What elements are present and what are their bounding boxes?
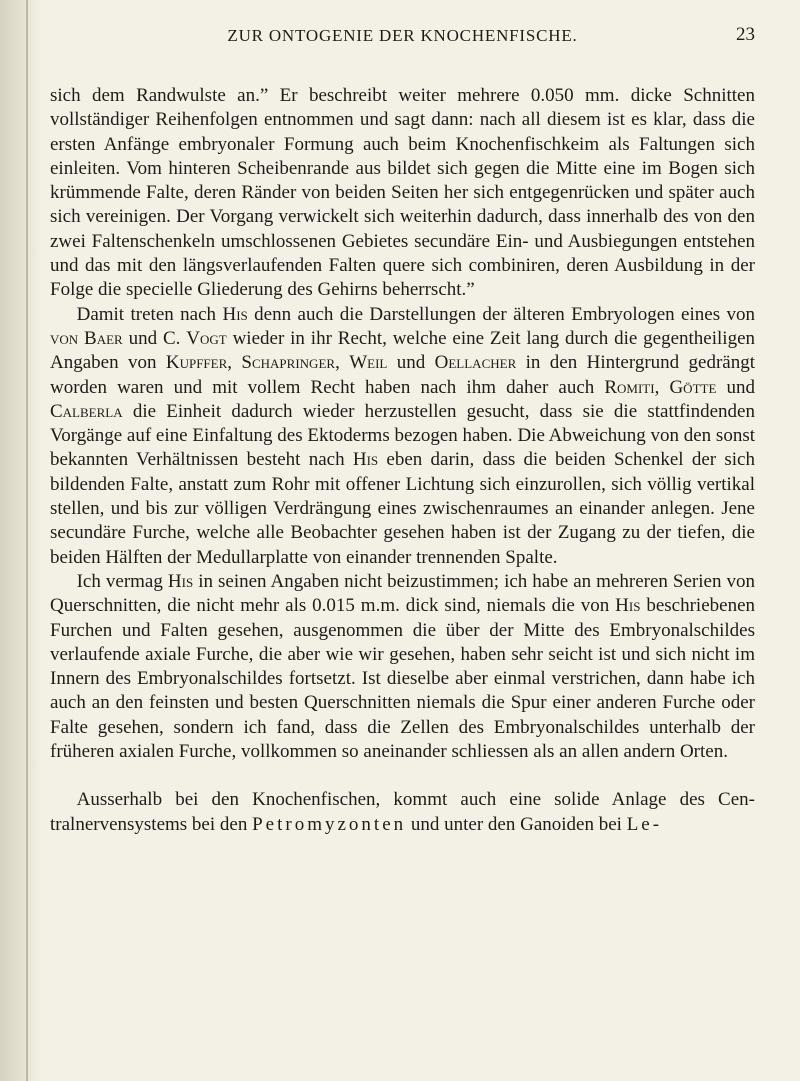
- text-run: eben darin, dass die beiden Schenkel der sich bildenden Falte, anstatt zum Rohr mit offener Lichtung sich einzurollen, sich völlig vertikal stellen, und bis zur völligen Verdrängung eines zwischenraumes an einander anlegen. Jene secundäre Furche, welche alle Beobachter gesehen haben ist der Zugang zu der tiefen, die beiden Hälften der Medullarplatte von einander trennenden Spalte.: [50, 449, 755, 568]
- text-run: denn auch die Darstellungen der älteren Embryologen eines von: [247, 303, 756, 325]
- running-title: ZUR ONTOGENIE DER KNOCHENFISCHE.: [227, 26, 578, 45]
- book-page: [50, 26, 755, 837]
- text-run: wieder in ihr Recht, welche eine Zeit lang durch die gegentheiligen Angaben von: [50, 327, 756, 374]
- page-header: [50, 26, 755, 56]
- body-text: [50, 84, 755, 837]
- text-run: und unter den Ganoiden bei: [406, 813, 627, 835]
- paragraph-1: [50, 84, 755, 303]
- author-name: His: [167, 570, 194, 592]
- text-run: sich dem Randwulste an.” Er beschreibt weiter mehrere 0.050 mm. dicke Schnitten vollständiger Reihenfolgen entnommen und sagt dann: nach all diesem ist es klar, dass die ersten Anfänge embryonaler Formung auch beim Knochenfischkeim als Faltungen sich einleiten. Vom hinteren Scheibenrande aus bildet sich gegen die Mitte eine im Bogen sich krümmende Falte, deren Ränder von beiden Seiten her sich entgegenrücken und später auch sich vereinigen. Der Vorgang verwickelt sich weiterhin dadurch, dass innerhalb des von den zwei Faltenschenkeln umschlossenen Gebietes secundäre Ein- und Ausbiegungen entstehen und das mit den längsverlaufenden Falten quere sich combiniren, deren Ausbildung in der Folge die specielle Gliederung des Gehirns beherrscht.”: [50, 85, 755, 301]
- author-name: von Baer: [50, 327, 123, 349]
- text-run: Damit treten nach: [76, 303, 223, 325]
- text-run: die Einheit dadurch wieder herzustellen gesucht, dass sie die stattfindenden Vorgänge auf eine Einfaltung des Ektoderms bezogen haben. Die Abweichung von den sonst bekannten Verhältnissen besteht nach: [50, 400, 755, 471]
- spaced-term: Petromyzonten: [252, 813, 407, 835]
- page-gutter-shadow: [0, 0, 42, 1081]
- author-name: Romiti: [604, 376, 655, 398]
- text-run: ,: [654, 376, 670, 398]
- text-run: und C.: [122, 327, 187, 349]
- author-name: His: [222, 303, 248, 325]
- author-name: Götte: [669, 376, 717, 398]
- paragraph-3: [50, 570, 755, 764]
- author-name: His: [615, 595, 641, 617]
- author-name: His: [352, 449, 379, 471]
- author-name: Oellacher: [434, 352, 517, 374]
- text-run: beschriebenen Furchen und Falten gesehen, ausgenommen die über der Mitte des Embryonalschildes verlaufende axiale Furche, die aber wie wir gesehen, haben sehr seicht ist und sich nicht im Innern des Embryonalschildes fortsetzt. Ist dieselbe aber einmal verstrichen, dann habe ich auch an den feinsten und besten Querschnitten niemals die Spur einer anderen Furche oder Falte gesehen, sondern ich fand, dass die Zellen des Embryonalschildes unterhalb der früheren axialen Furche, vollkommen so aneinander schliessen als an allen andern Orten.: [50, 595, 755, 763]
- binding-edge: [26, 0, 28, 1081]
- page-number: 23: [736, 24, 755, 45]
- text-run: ,: [335, 352, 350, 374]
- text-run: in den Hintergrund gedrängt worden waren und mit vollem Recht haben nach ihm daher auch: [50, 352, 756, 398]
- text-run: und: [387, 352, 435, 374]
- author-name: Weil: [349, 352, 388, 374]
- author-name: Kupffer: [165, 352, 228, 374]
- paragraph-4: [50, 788, 755, 837]
- text-run: und: [716, 376, 755, 398]
- spaced-term: Le-: [626, 813, 663, 835]
- paragraph-2: [50, 303, 755, 570]
- author-name: Vogt: [186, 327, 227, 349]
- text-run: ,: [227, 352, 242, 374]
- text-run: Ich vermag: [76, 570, 168, 592]
- author-name: Schapringer: [241, 352, 336, 374]
- author-name: Calberla: [50, 400, 123, 422]
- text-run: Ausserhalb bei den Knochenfischen, kommt auch eine solide Anlage des Centralnervensystems bei den: [50, 789, 755, 835]
- text-run: in seinen Angaben nicht beizustimmen; ich habe an mehreren Serien von Querschnitten, die nicht mehr als 0.015 m.m. dick sind, niemals die von: [50, 570, 755, 617]
